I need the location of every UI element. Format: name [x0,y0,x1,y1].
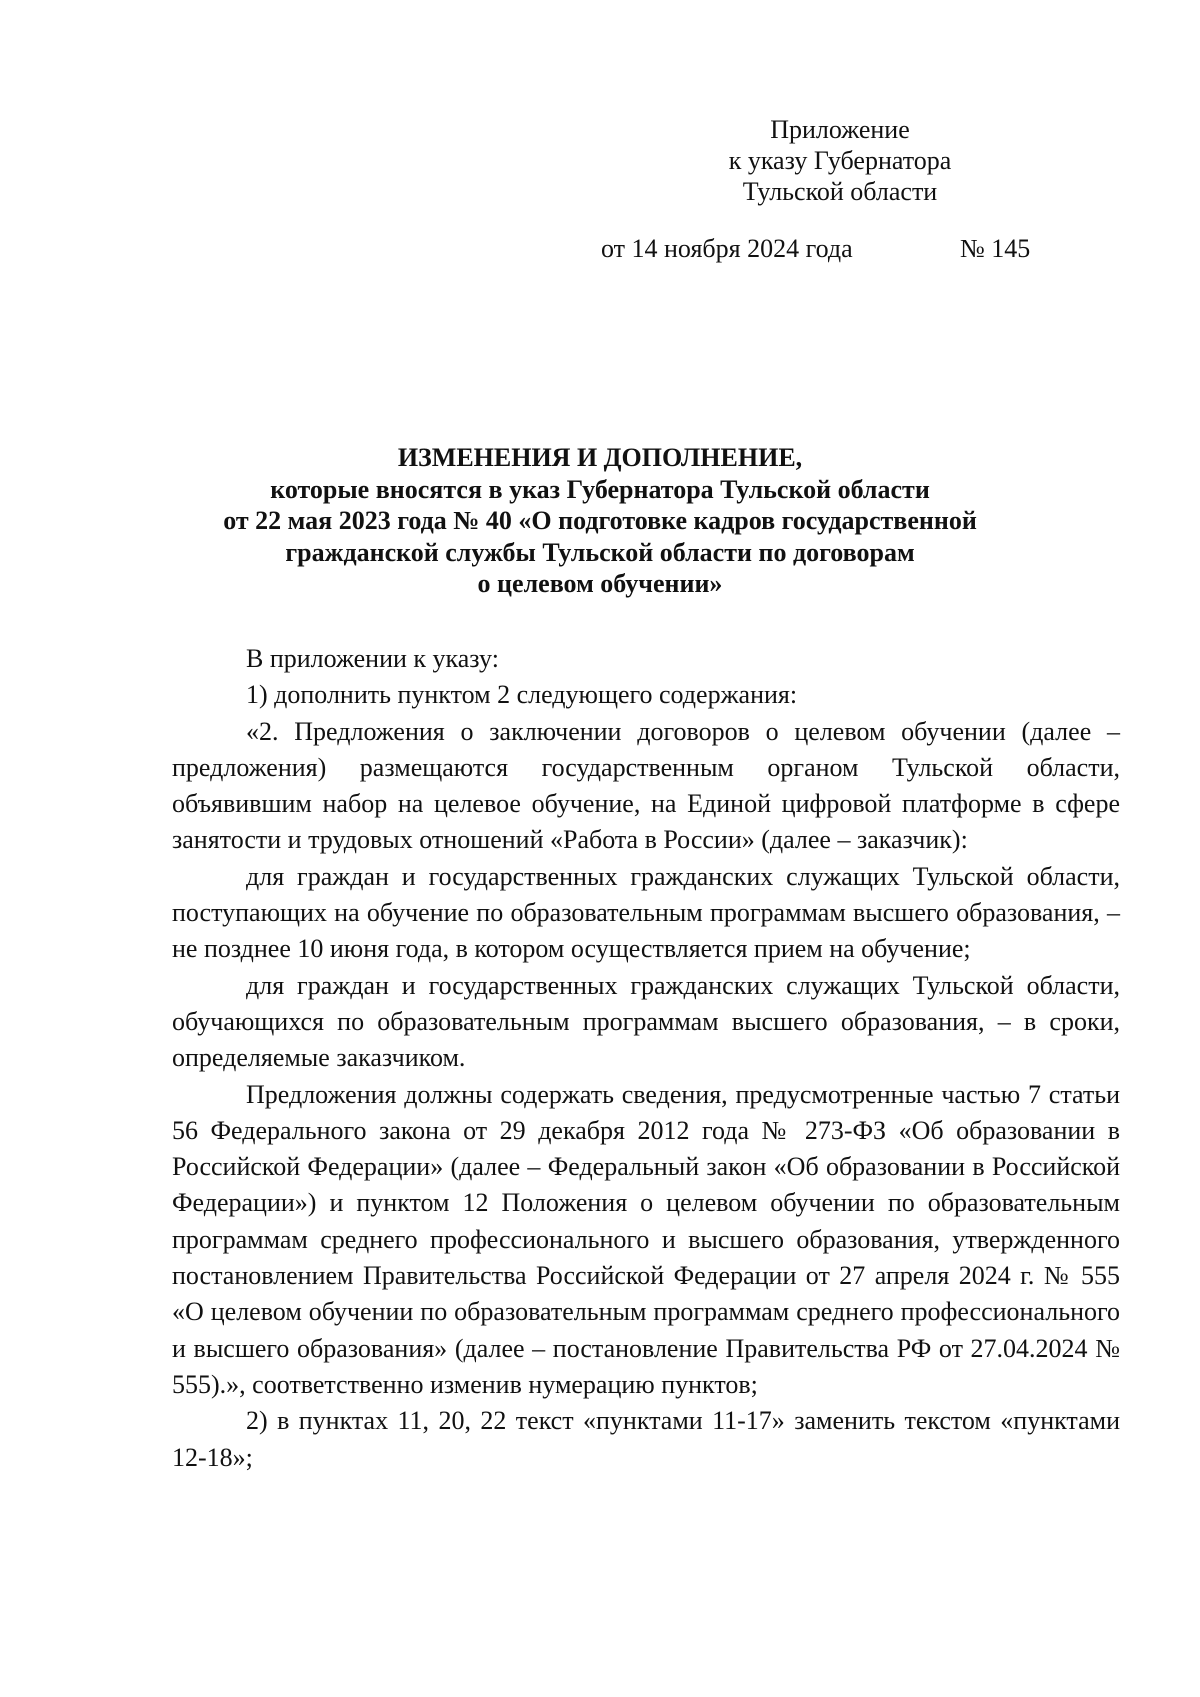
title-line: от 22 мая 2023 года № 40 «О подготовке кадров государственной [223,506,977,535]
paragraph: В приложении к указу: [246,644,499,673]
title-line: которые вносятся в указ Губернатора Тульской области [270,474,930,504]
appendix-line: Тульской области [742,177,938,206]
paragraph: для граждан и государственных гражданских служащих Тульской области, обучающихся по образовательным программам высшего образования, – в сроки, определяемые заказчиком. [172,970,1120,1073]
document-body [172,641,1120,1476]
paragraph: для граждан и государственных гражданских служащих Тульской области, поступающих на обучение по образовательным программам высшего образования, – не позднее 10 июня года, в котором осуществляется прием на обучение; [172,861,1120,964]
paragraph: «2. Предложения о заключении договоров о целевом обучении (далее – предложения) размещаются государственным органом Тульской области, объявившим набор на целевое обучение, на Единой цифровой платформе в сфере занятости и трудовых отношений «Работа в России» (далее – заказчик): [172,716,1120,855]
appendix-line: к указу Губернатора [728,146,952,175]
title-line: о целевом обучении» [477,569,723,598]
appendix-line: Приложение [770,115,910,144]
document-title [150,442,1050,600]
title-line: ИЗМЕНЕНИЯ И ДОПОЛНЕНИЕ, [397,443,803,472]
paragraph: 2) в пунктах 11, 20, 22 текст «пунктами 11-17» заменить текстом «пунктами 12-18»; [172,1406,1120,1472]
decree-date: от 14 ноября 2024 года [601,234,853,263]
title-line: гражданской службы Тульской области по договорам [285,537,915,567]
decree-number: № 145 [960,234,1031,263]
appendix-block [700,114,980,207]
paragraph: 1) дополнить пунктом 2 следующего содержания: [246,680,798,710]
paragraph: Предложения должны содержать сведения, предусмотренные частью 7 статьи 56 Федерального закона от 29 декабря 2012 года № 273-ФЗ «Об образовании в Российской Федерации» (далее – Федеральный закон «Об образовании в Российской Федерации») и пунктом 12 Положения о целевом обучении по образовательным программам среднего профессионального и высшего образования, утвержденного постановлением Правительства Российской Федерации от 27 апреля 2024 г. № 555 «О целевом обучении по образовательным программам среднего профессионального и высшего образования» (далее – постановление Правительства РФ от 27.04.2024 № 555).», соответственно изменив нумерацию пунктов; [172,1079,1120,1399]
